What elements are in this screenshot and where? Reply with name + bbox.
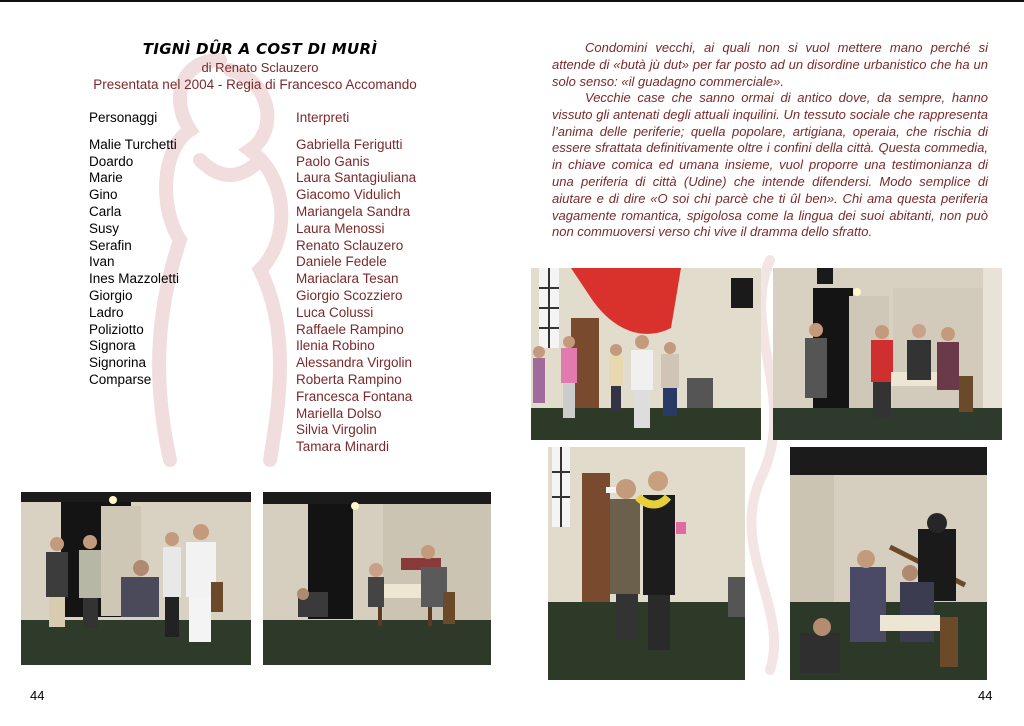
intro-paragraph: Condomini vecchi, ai quali non si vuol mettere mano perché si attende di «butà jù dut» per far posto ad un disordine urbanistico che ha un solo senso: «il guadagno commerciale». [552, 40, 988, 89]
actor-name: Francesca Fontana [296, 388, 413, 404]
character-name: Serafin [89, 237, 132, 253]
character-name: Comparse [89, 371, 152, 387]
character-name: Doardo [89, 153, 134, 169]
actor-name: Silvia Virgolin [296, 422, 377, 438]
character-name: Susy [89, 220, 120, 236]
actor-name: Giacomo Vidulich [296, 187, 401, 203]
actor-name: Laura Menossi [296, 220, 385, 236]
character-name: Gino [89, 187, 118, 203]
actor-name: Tamara Minardi [296, 439, 390, 455]
actor-name: Laura Santagiuliana [296, 170, 417, 186]
stage-photo-5 [548, 447, 745, 680]
actors-header: Interpreti [296, 110, 350, 125]
actor-name: Giorgio Scozziero [296, 287, 403, 303]
actor-name: Alessandra Virgolin [296, 355, 413, 371]
character-name: Giorgio [89, 287, 133, 303]
actor-name: Daniele Fedele [296, 254, 387, 270]
actor-name: Raffaele Rampino [296, 321, 404, 337]
actor-name: Mariaclara Tesan [296, 271, 399, 287]
presentation-line: Presentata nel 2004 - Regia di Francesco Accomando [93, 77, 417, 92]
description-paragraph: Vecchie case che sanno ormai di antico dove, da sempre, hanno vissuto gli antenati degli attuali inquilini. Un tessuto sociale che rappresenta l’anima delle periferie; quella popolare, artigiana, operaia, che rischia di essere sfrattata definitivamente oltre i confini della città. Questa commedia, in chiave comica ed umana insieme, vuol proporre una testimonianza di una periferia di città (Udine) che intende difendersi. Modo semplice di aiutare e di dire «O soi chi parcè che ti ûl ben». Chi ama questa periferia vagamente romantica, spigolosa come la lingua dei suoi abitanti, non può non commuoversi verso chi vive il dramma dello sfratto. [552, 90, 988, 240]
stage-photo-1 [21, 492, 251, 665]
actor-name: Luca Colussi [296, 304, 374, 320]
characters-column [89, 110, 179, 389]
actor-name: Mariella Dolso [296, 405, 382, 421]
character-name: Poliziotto [89, 321, 144, 337]
author-line: di Renato Sclauzero [201, 60, 319, 75]
actors-column [296, 110, 416, 456]
top-rule [0, 0, 1024, 2]
character-name: Marie [89, 170, 123, 186]
actor-name: Ilenia Robino [296, 338, 375, 354]
actor-name: Paolo Ganis [296, 153, 370, 169]
character-name: Ines Mazzoletti [89, 271, 180, 287]
actor-name: Gabriella Ferigutti [296, 136, 403, 152]
actor-name: Roberta Rampino [296, 371, 402, 387]
page-number-right: 44 [978, 688, 993, 703]
stage-photo-6 [790, 447, 987, 680]
page-number-left: 44 [30, 688, 45, 703]
character-name: Malie Turchetti [89, 136, 177, 152]
stage-photo-2 [263, 492, 491, 665]
play-title: TIGNÌ DÛR A COST DI MURÌ [142, 40, 378, 58]
character-name: Signorina [89, 355, 147, 371]
actor-name: Mariangela Sandra [296, 203, 411, 219]
actor-name: Renato Sclauzero [296, 237, 404, 253]
character-name: Ladro [89, 304, 124, 320]
character-name: Ivan [89, 254, 115, 270]
stage-photo-3 [531, 268, 761, 440]
characters-header: Personaggi [89, 110, 158, 125]
character-name: Signora [89, 338, 136, 354]
character-name: Carla [89, 203, 122, 219]
stage-photo-4 [773, 268, 1002, 440]
